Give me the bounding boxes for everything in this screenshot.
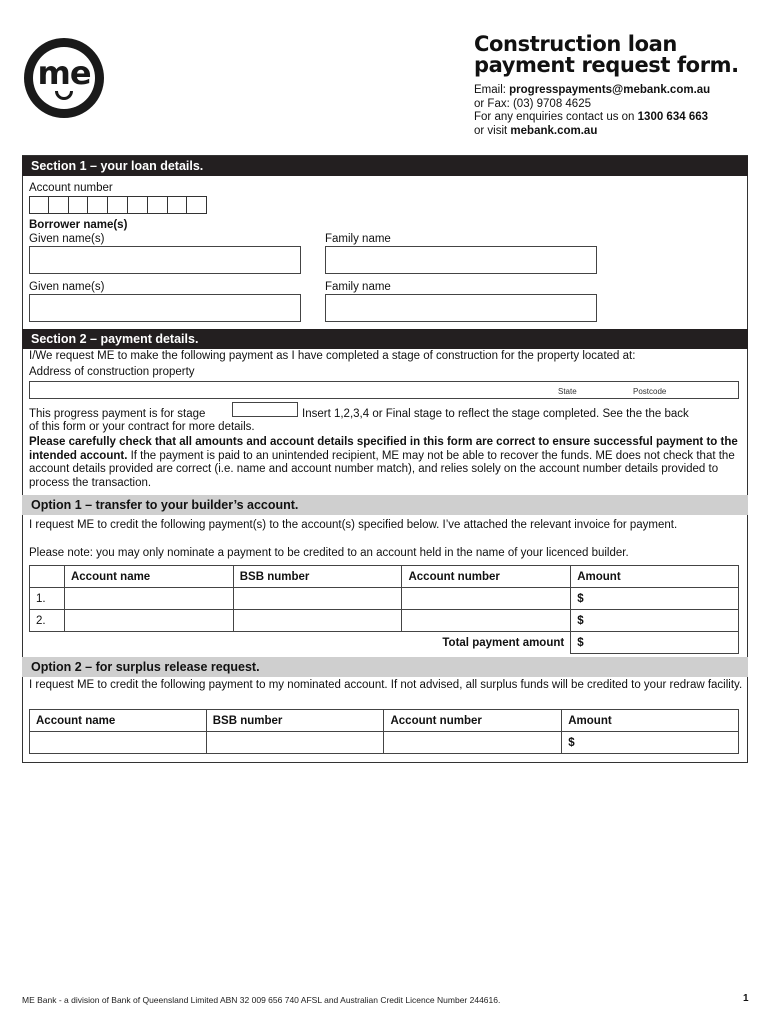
option-1-text: I request ME to credit the following payment(s) to the account(s) specified below. I’ve attached the relevant invoice for payment. <box>29 519 678 531</box>
table-header-row <box>30 566 739 588</box>
table-row <box>30 732 739 754</box>
table-header-row <box>30 710 739 732</box>
column-header: Account number <box>402 566 571 588</box>
column-header: Account name <box>30 710 207 732</box>
amount-cell[interactable]: $ <box>562 732 739 754</box>
postcode-label: Postcode <box>633 387 667 396</box>
stage-label: This progress payment is for stage <box>29 408 206 420</box>
account-digit-box[interactable] <box>108 196 128 214</box>
family-name-field-2[interactable] <box>325 294 597 322</box>
column-header: BSB number <box>233 566 402 588</box>
account-digit-box[interactable] <box>69 196 89 214</box>
logo-text: me <box>37 54 91 92</box>
account-number-cell[interactable] <box>384 732 562 754</box>
borrower-names-label: Borrower name(s) <box>29 219 128 231</box>
option-1-note: Please note: you may only nominate a payment to be credited to an account held in the name of your licenced builder. <box>29 547 629 559</box>
stage-input[interactable] <box>232 402 298 417</box>
address-label: Address of construction property <box>29 366 195 378</box>
family-name-label-1: Family name <box>325 233 391 245</box>
stage-hint-line-2: of this form or your contract for more details. <box>29 421 255 433</box>
website-link[interactable]: mebank.com.au <box>510 124 598 137</box>
option-1-table <box>29 565 739 654</box>
email-link[interactable]: progresspayments@mebank.com.au <box>509 84 711 96</box>
account-name-cell[interactable] <box>64 610 233 632</box>
contact-details: Email: progresspayments@mebank.com.au or Fax: (03) 9708 4625 For any enquiries contact us on 1300 634 663 or visit mebank.com.au <box>474 84 711 137</box>
me-bank-logo <box>24 38 104 118</box>
column-header: Amount <box>571 566 739 588</box>
given-name-label-1: Given name(s) <box>29 233 105 245</box>
bsb-cell[interactable] <box>233 588 402 610</box>
option-2-table <box>29 709 739 754</box>
option-2-text: I request ME to credit the following payment to my nominated account. If not advised, all surplus funds will be credited to your redraw facility. <box>29 679 743 691</box>
given-name-field-1[interactable] <box>29 246 301 274</box>
row-number: 1. <box>30 588 65 610</box>
total-amount-cell[interactable]: $ <box>571 632 739 654</box>
account-digit-box[interactable] <box>49 196 69 214</box>
given-name-field-2[interactable] <box>29 294 301 322</box>
account-digit-box[interactable] <box>29 196 49 214</box>
account-digit-box[interactable] <box>128 196 148 214</box>
bsb-cell[interactable] <box>206 732 384 754</box>
page-number: 1 <box>743 993 749 1004</box>
logo-smile-icon <box>55 91 73 100</box>
column-header: Account name <box>64 566 233 588</box>
total-row <box>30 632 739 654</box>
account-number-label: Account number <box>29 182 113 194</box>
option-1-heading: Option 1 – transfer to your builder’s account. <box>22 495 748 515</box>
account-name-cell[interactable] <box>30 732 207 754</box>
account-digit-box[interactable] <box>168 196 188 214</box>
amount-cell[interactable]: $ <box>571 610 739 632</box>
stage-hint-line-1: Insert 1,2,3,4 or Final stage to reflect the stage completed. See the the back <box>302 408 689 420</box>
row-number: 2. <box>30 610 65 632</box>
form-title: Construction loan payment request form. <box>474 32 739 77</box>
amount-cell[interactable]: $ <box>571 588 739 610</box>
row-number-header <box>30 566 65 588</box>
given-name-label-2: Given name(s) <box>29 281 105 293</box>
table-row <box>30 610 739 632</box>
payment-intro-text: I/We request ME to make the following payment as I have completed a stage of construction for the property located at: <box>29 350 636 362</box>
payment-warning: Please carefully check that all amounts and account details specified in this form are correct to ensure successful payment to the intended account. If the payment is paid to an unintended recipient, ME may not be able to recover the funds. ME does not check that the account details provided are correct (i.e. name and account number match), and relies solely on the account number details provided to process the transaction. <box>29 436 738 489</box>
column-header: Account number <box>384 710 562 732</box>
option-2-heading: Option 2 – for surplus release request. <box>22 657 748 677</box>
family-name-field-1[interactable] <box>325 246 597 274</box>
state-label: State <box>558 387 577 396</box>
table-row <box>30 588 739 610</box>
total-label: Total payment amount <box>442 636 565 649</box>
column-header: BSB number <box>206 710 384 732</box>
section-1-heading: Section 1 – your loan details. <box>22 156 748 176</box>
account-number-cell[interactable] <box>402 610 571 632</box>
account-digit-box[interactable] <box>148 196 168 214</box>
footer-legal-text: ME Bank - a division of Bank of Queensland Limited ABN 32 009 656 740 AFSL and Australian Credit Licence Number 244616. <box>22 995 501 1005</box>
account-digit-box[interactable] <box>187 196 207 214</box>
phone-number: 1300 634 663 <box>637 111 709 123</box>
account-number-cell[interactable] <box>402 588 571 610</box>
account-digit-box[interactable] <box>88 196 108 214</box>
family-name-label-2: Family name <box>325 281 391 293</box>
column-header: Amount <box>562 710 739 732</box>
section-2-heading: Section 2 – payment details. <box>22 329 748 349</box>
account-name-cell[interactable] <box>64 588 233 610</box>
account-number-boxes <box>29 196 207 214</box>
bsb-cell[interactable] <box>233 610 402 632</box>
